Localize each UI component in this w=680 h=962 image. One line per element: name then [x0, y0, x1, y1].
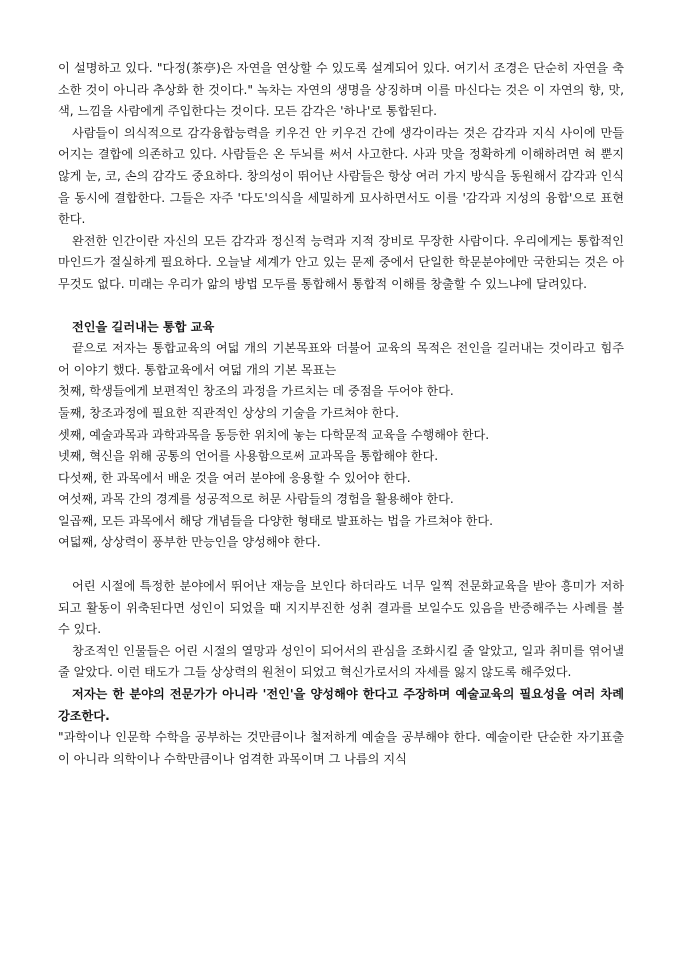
intro-paragraph: 끝으로 저자는 통합교육의 여덟 개의 기본목표와 더불어 교육의 목적은 전인을 길러내는 것이라고 힘주어 이야기 했다. 통합교육에서 여덟 개의 기본 목표는	[58, 341, 624, 377]
paragraph-3: 완전한 인간이란 자신의 모든 감각과 정신적 능력과 지적 장비로 무장한 사람이다. 우리에게는 통합적인 마인드가 절실하게 필요하다. 오늘날 세계가 안고 있는 문제 중에서 단일한 학문분야에만 국한되는 것은 아무것도 없다. 미래는 우리가 앎의 방법 모두를 통합해서 통합적 이해를 창출할 수 있느냐에 달려있다.	[58, 233, 624, 291]
paragraph-2: 사람들이 의식적으로 감각융합능력을 키우건 안 키우건 간에 생각이라는 것은 감각과 지식 사이에 만들어지는 결합에 의존하고 있다. 사람들은 온 두뇌를 써서 사고한다. 사과 맛을 정확하게 이해하려면 혀 뿐지 않게 눈, 코, 손의 감각도 중요하다. 창의성이 뛰어난 사람들은 항상 여러 가지 방식을 동원해서 감각과 인식을 동시에 결합한다. 그들은 자주 '다도'의식을 세밀하게 묘사하면서도 이를 '감각과 지성의 융합'으로 표현한다.	[58, 125, 624, 227]
goal-item-2: 둘째, 창조과정에 필요한 직관적인 상상의 기술을 가르쳐야 한다.	[58, 405, 399, 420]
document-page	[58, 58, 624, 770]
spacer	[58, 554, 624, 576]
goal-item-5: 다섯째, 한 과목에서 배운 것을 여러 분야에 응용할 수 있어야 한다.	[58, 470, 411, 485]
goals-list	[58, 381, 624, 554]
goal-item-4: 넷째, 혁신을 위해 공통의 언어를 사용함으로써 교과목을 통합해야 한다.	[58, 449, 439, 464]
paragraph-4: 어린 시절에 특정한 분야에서 뛰어난 재능을 보인다 하더라도 너무 일찍 전문화교육을 받아 흥미가 저하되고 활동이 위축된다면 성인이 되었을 때 지지부진한 성취 결과를 보일수도 있음을 반증해주는 사례를 볼 수 있다.	[58, 579, 624, 637]
paragraph-1: 이 설명하고 있다. "다정(茶亭)은 자연을 연상할 수 있도록 설계되어 있다. 여기서 조경은 단순히 자연을 축소한 것이 아니라 추상화 한 것이다." 녹차는 자연의 생명을 상징하며 이를 마신다는 것은 이 자연의 향, 맛, 색, 느낌을 사람에게 주입한다는 것이다. 모든 감각은 '하나'로 통합된다.	[58, 61, 624, 119]
paragraph-5: 창조적인 인물들은 어린 시절의 열망과 성인이 되어서의 관심을 조화시킬 줄 알았고, 일과 취미를 엮어낼 줄 알았다. 이런 태도가 그들 상상력의 원천이 되었고 혁신가로서의 자세를 잃지 않도록 해주었다.	[58, 643, 624, 680]
goal-item-3: 셋째, 예술과목과 과학과목을 동등한 위치에 놓는 다학문적 교육을 수행해야 한다.	[58, 427, 490, 442]
section-heading: 전인을 길러내는 통합 교육	[72, 319, 215, 334]
bold-statement: 저자는 한 분야의 전문가가 아니라 '전인'을 양성해야 한다고 주장하며 예술교육의 필요성을 여러 차례 강조한다.	[58, 687, 624, 723]
quote-paragraph: "과학이나 인문학 수학을 공부하는 것만큼이나 철저하게 예술을 공부해야 한다. 예술이란 단순한 자기표출이 아니라 의학이나 수학만큼이나 엄격한 과목이며 그 나름의 지식	[58, 730, 624, 766]
goal-item-7: 일곱째, 모든 과목에서 해당 개념들을 다양한 형태로 발표하는 법을 가르쳐야 한다.	[58, 513, 494, 528]
goal-item-6: 여섯째, 과목 간의 경계를 성공적으로 허문 사람들의 경험을 활용해야 한다.	[58, 492, 454, 507]
goal-item-8: 여덟째, 상상력이 풍부한 만능인을 양성해야 한다.	[58, 535, 321, 550]
goal-item-1: 첫째, 학생들에게 보편적인 창조의 과정을 가르치는 데 중점을 두어야 한다.	[58, 384, 454, 399]
